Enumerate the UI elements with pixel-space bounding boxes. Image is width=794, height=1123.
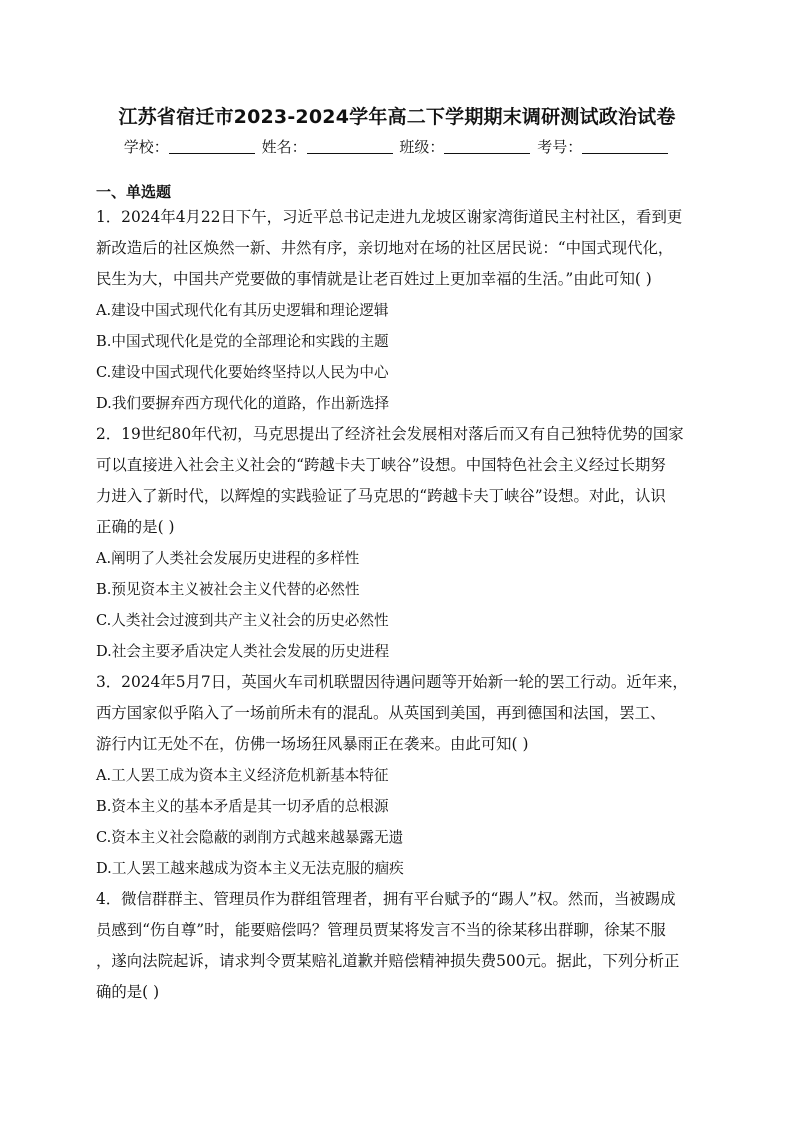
exam-number-blank[interactable] — [582, 138, 668, 154]
question-stem-line: 3．2024年5月7日，英国火车司机联盟因待遇问题等开始新一轮的罢工行动。近年来， — [96, 673, 688, 691]
section-heading: 一、单选题 — [96, 183, 172, 201]
school-blank[interactable] — [169, 138, 255, 154]
question-2 — [96, 419, 696, 667]
option-c: C.人类社会过渡到共产主义社会的历史必然性 — [96, 612, 389, 629]
option-d: D.我们要摒弃西方现代化的道路，作出新选择 — [96, 395, 390, 412]
school-field — [124, 136, 257, 157]
question-stem-line: 民生为大，中国共产党要做的事情就是让老百姓过上更加幸福的生活。”由此可知( ) — [96, 270, 652, 288]
option-a: A.阐明了人类社会发展历史进程的多样性 — [96, 550, 360, 567]
name-blank[interactable] — [307, 138, 393, 154]
exam-number-label: 考号： — [537, 138, 583, 156]
name-field — [262, 136, 395, 157]
question-stem-line: 新改造后的社区焕然一新、井然有序，亲切地对在场的社区居民说：“中国式现代化， — [96, 239, 674, 257]
question-stem-line: 西方国家似乎陷入了一场前所未有的混乱。从英国到美国，再到德国和法国，罢工、 — [96, 704, 666, 722]
question-stem-line: 力进入了新时代，以辉煌的实践验证了马克思的“跨越卡夫丁峡谷”设想。对此，认识 — [96, 487, 666, 505]
name-label: 姓名： — [261, 138, 307, 156]
question-stem-line: 正确的是( ) — [96, 518, 175, 536]
option-b: B.中国式现代化是党的全部理论和实践的主题 — [96, 333, 389, 350]
question-stem-line: 1．2024年4月22日下午，习近平总书记走进九龙坡区谢家湾街道民主村社区，看到更 — [96, 208, 683, 226]
option-a: A.建设中国式现代化有其历史逻辑和理论逻辑 — [96, 302, 389, 319]
option-b: B.预见资本主义被社会主义代替的必然性 — [96, 581, 360, 598]
exam-title: 江苏省宿迁市2023-2024学年高二下学期期末调研测试政治试卷 — [118, 106, 676, 128]
question-4 — [96, 884, 696, 1008]
question-stem-line: 可以直接进入社会主义社会的“跨越卡夫丁峡谷”设想。中国特色社会主义经过长期努 — [96, 456, 666, 474]
option-d: D.工人罢工越来越成为资本主义无法克服的痼疾 — [96, 860, 404, 877]
question-1 — [96, 202, 696, 419]
question-3 — [96, 667, 696, 884]
school-label: 学校： — [123, 138, 169, 156]
option-c: C.资本主义社会隐蔽的剥削方式越来越暴露无遗 — [96, 829, 404, 846]
question-stem-line: 游行内讧无处不在，仿佛一场场狂风暴雨正在袭来。由此可知( ) — [96, 735, 529, 753]
question-stem-line: 4．微信群群主、管理员作为群组管理者，拥有平台赋予的“踢人”权。然而，当被踢成 — [96, 890, 676, 908]
question-list — [96, 202, 696, 1008]
class-blank[interactable] — [444, 138, 530, 154]
student-info-row — [0, 136, 794, 157]
option-d: D.社会主要矛盾决定人类社会发展的历史进程 — [96, 643, 390, 660]
question-stem-line: ，遂向法院起诉，请求判令贾某赔礼道歉并赔偿精神损失费500元。据此，下列分析正 — [96, 952, 680, 970]
option-c: C.建设中国式现代化要始终坚持以人民为中心 — [96, 364, 389, 381]
question-stem-line: 2．19世纪80年代初，马克思提出了经济社会发展相对落后而又有自己独特优势的国家 — [96, 425, 684, 443]
question-stem-line: 员感到“伤自尊”时，能要赔偿吗？管理员贾某将发言不当的徐某移出群聊，徐某不服 — [96, 921, 666, 939]
exam-number-field — [537, 136, 670, 157]
question-stem-line: 确的是( ) — [96, 983, 160, 1001]
option-b: B.资本主义的基本矛盾是其一切矛盾的总根源 — [96, 798, 389, 815]
option-a: A.工人罢工成为资本主义经济危机新基本特征 — [96, 767, 389, 784]
class-field — [399, 136, 532, 157]
class-label: 班级： — [399, 138, 445, 156]
